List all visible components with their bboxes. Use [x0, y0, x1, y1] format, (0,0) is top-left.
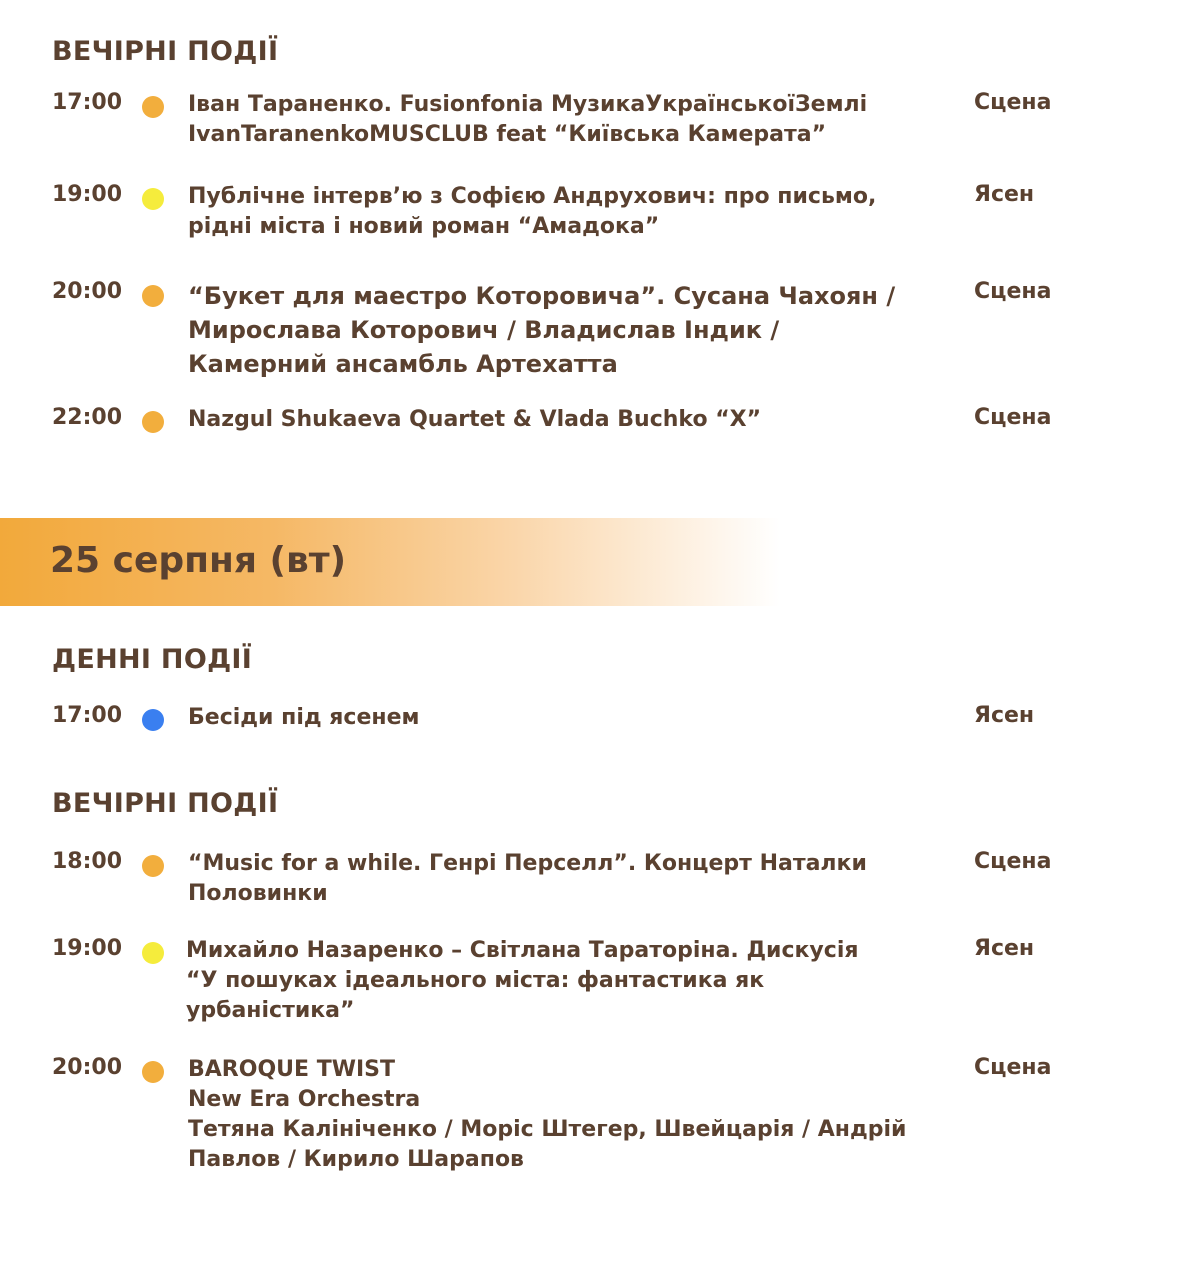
- yellow-dot-icon: [142, 942, 164, 964]
- event-time: 20:00: [52, 279, 123, 304]
- event-title-line: Камерний ансамбль Артехатта: [188, 350, 618, 378]
- event-title-line: “Букет для маестро Которовича”. Сусана Чахоян /: [188, 282, 896, 310]
- event-time: 18:00: [52, 849, 123, 874]
- event-venue: Ясен: [974, 182, 1035, 207]
- event-title: [188, 90, 963, 150]
- event-venue: Ясен: [974, 936, 1035, 961]
- event-title: [188, 1055, 963, 1175]
- yellow-dot-icon: [142, 188, 164, 210]
- event-title-line: Іван Тараненко. Fusionfonia МузикаУкраїнськоїЗемлі: [188, 92, 868, 117]
- event-title-line: “У пошуках ідеального міста: фантастика як: [186, 968, 765, 993]
- event-title-line: Nazgul Shukaeva Quartet & Vlada Buchko “X”: [188, 407, 762, 432]
- event-title-line: Половинки: [188, 881, 328, 906]
- event-title: [188, 182, 963, 242]
- event-title: [188, 703, 963, 733]
- date-label: 25 серпня (вт): [50, 540, 347, 581]
- date-banner: [0, 518, 780, 606]
- event-venue: Сцена: [974, 1055, 1052, 1080]
- event-title-line: рідні міста і новий роман “Амадока”: [188, 214, 660, 239]
- event-title-line: Тетяна Калініченко / Моріс Штегер, Швейцарія / Андрій: [188, 1117, 907, 1142]
- section-title-day-events: ДЕННІ ПОДІЇ: [52, 644, 253, 675]
- orange-dot-icon: [142, 855, 164, 877]
- event-time: 22:00: [52, 405, 123, 430]
- event-title-line: BAROQUE TWIST: [188, 1057, 396, 1082]
- event-title-line: IvanTaranenkoMUSCLUB feat “Київська Камерата”: [188, 122, 827, 147]
- event-time: 20:00: [52, 1055, 123, 1080]
- event-title: [188, 405, 963, 435]
- event-venue: Сцена: [974, 849, 1052, 874]
- orange-dot-icon: [142, 285, 164, 307]
- event-time: 19:00: [52, 182, 123, 207]
- event-title: [188, 279, 963, 381]
- event-title-line: “Music for a while. Генрі Перселл”. Концерт Наталки: [188, 851, 867, 876]
- event-venue: Ясен: [974, 703, 1035, 728]
- orange-dot-icon: [142, 1061, 164, 1083]
- event-venue: Сцена: [974, 279, 1052, 304]
- event-title-line: Бесіди під ясенем: [188, 705, 420, 730]
- section-title-evening-events: ВЕЧІРНІ ПОДІЇ: [52, 788, 279, 819]
- event-title-line: Павлов / Кирило Шарапов: [188, 1147, 524, 1172]
- event-title: [188, 849, 963, 909]
- orange-dot-icon: [142, 411, 164, 433]
- event-time: 17:00: [52, 90, 123, 115]
- event-title-line: урбаністика”: [186, 998, 355, 1023]
- blue-dot-icon: [142, 709, 164, 731]
- event-time: 17:00: [52, 703, 123, 728]
- event-title: [186, 936, 961, 1026]
- event-venue: Сцена: [974, 90, 1052, 115]
- event-title-line: Мирослава Которович / Владислав Індик /: [188, 316, 780, 344]
- orange-dot-icon: [142, 96, 164, 118]
- section-title-evening-events: ВЕЧІРНІ ПОДІЇ: [52, 36, 279, 67]
- event-title-line: Публічне інтерв’ю з Софією Андрухович: про письмо,: [188, 184, 877, 209]
- event-time: 19:00: [52, 936, 123, 961]
- event-venue: Сцена: [974, 405, 1052, 430]
- event-title-line: New Era Orchestra: [188, 1087, 421, 1112]
- event-title-line: Михайло Назаренко – Світлана Тараторіна. Дискусія: [186, 938, 859, 963]
